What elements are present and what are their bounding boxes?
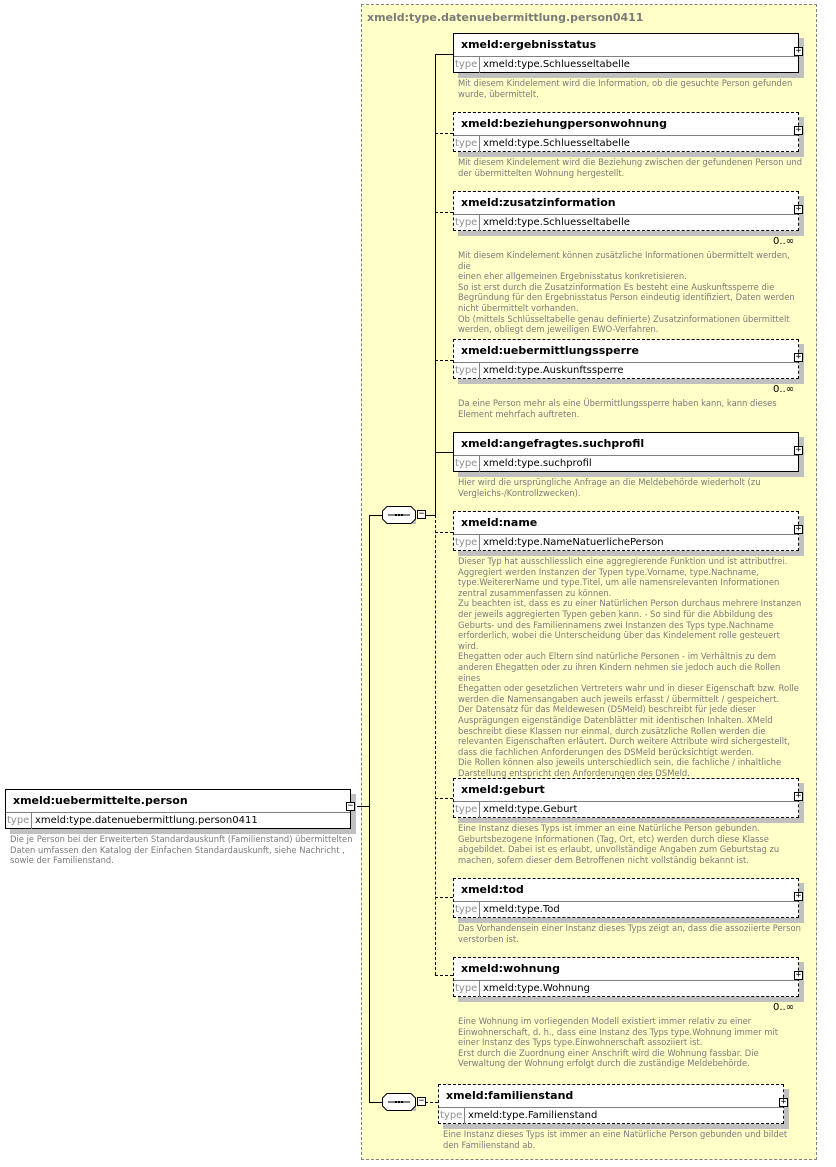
element-documentation: Mit diesem Kindelement wird die Beziehung zwischen der gefundenen Person und der übermittelten Wohnung hergestellt. <box>458 157 803 178</box>
element-documentation: Hier wird die ursprüngliche Anfrage an die Meldebehörde wiederholt (zu Vergleichs-/Kontrollzwecken). <box>458 477 761 498</box>
element-type: xmeld:type.Schluesseltabelle <box>483 138 630 149</box>
connector-line <box>369 1102 383 1103</box>
element-documentation: Da eine Person mehr als eine Übermittlungssperre haben kann, kann dieses Element mehrfach auftreten. <box>458 398 777 419</box>
expand-button[interactable]: + <box>795 125 802 135</box>
element-box-zusatzinformation[interactable] <box>453 191 799 231</box>
element-type: xmeld:type.Wohnung <box>483 983 590 994</box>
element-name: xmeld:beziehungpersonwohnung <box>454 113 798 136</box>
connector-line <box>435 515 436 975</box>
element-type: xmeld:type.Tod <box>483 904 560 915</box>
expand-button[interactable]: + <box>795 524 802 534</box>
type-label: type <box>454 981 480 997</box>
element-type: xmeld:type.Familienstand <box>468 1110 598 1121</box>
element-documentation: Die je Person bei der Erweiterten Standardauskunft (Familienstand) übermittelten Daten umfassen den Katalog der Einfachen Standardauskunft, siehe Nachricht , sowie der Familienstand. <box>10 834 353 866</box>
connector-line <box>435 798 453 799</box>
expand-button[interactable]: + <box>795 46 802 56</box>
group-title: xmeld:type.datenuebermittlung.person0411 <box>367 11 644 24</box>
root-element-box[interactable] <box>5 789 351 829</box>
type-label: type <box>454 363 480 379</box>
element-documentation: Mit diesem Kindelement können zusätzliche Informationen übermittelt werden, die einen eher allgemeinen Ergebnisstatus konkretisieren. So ist erst durch die Zusatzinformation Es besteht eine Auskunftssperre die Begründung für den Ergebnisstatus Person eindeutig identifiziert, Daten werden nicht übermittelt vorhanden. Ob (mittels Schlüsseltabelle genau definierte) Zusatzinformationen übermittelt werden, obliegt dem jeweiligen EWO-Verfahren. <box>458 250 795 335</box>
type-label: type <box>454 215 480 231</box>
type-label: type <box>454 57 480 73</box>
element-documentation: Eine Instanz dieses Typs ist immer an eine Natürliche Person gebunden und bildet den Familienstand ab. <box>443 1129 788 1150</box>
connector-line <box>435 212 453 213</box>
collapse-sequence-button[interactable]: − <box>418 1096 425 1106</box>
element-type: xmeld:type.Geburt <box>483 804 578 815</box>
element-type: xmeld:type.suchprofil <box>483 458 592 469</box>
element-box-uebermittlungssperre[interactable] <box>453 339 799 379</box>
element-box-wohnung[interactable] <box>453 957 799 997</box>
element-box-ergebnisstatus[interactable] <box>453 33 799 73</box>
connector-line <box>425 1102 438 1103</box>
sequence-compositor-icon <box>382 1093 416 1111</box>
element-box-name[interactable] <box>453 511 799 551</box>
type-label: type <box>454 802 480 818</box>
element-type: xmeld:type.datenuebermittlung.person0411 <box>35 815 258 826</box>
element-box-beziehungpersonwohnung[interactable] <box>453 112 799 152</box>
element-type: xmeld:type.NameNatuerlichePerson <box>483 537 664 548</box>
element-name: xmeld:name <box>454 512 798 535</box>
element-documentation: Dieser Typ hat ausschliesslich eine aggregierende Funktion und ist attributfrei. Aggregiert werden Instanzen der Typen type.Vorname, type.Nachname, type.WeitererName und type.Titel, um alle namensrelevanten Informationen zentral zusammenfassen zu können. Zu beachten ist, dass es zu einer Natürlichen Person durchaus mehrere Instanzen der jeweils aggregierten Typen geben kann. - So sind für die Abbildung des Geburts- und des Familiennamens zwei Instanzen des Typs type.Nachname erforderlich, wobei die Unterscheidung über das Kindelement rolle gesteuert wird. Ehegatten oder auch Eltern sind natürliche Personen - im Verhältnis zu dem anderen Ehegatten oder zu ihren Kindern nehmen sie jedoch auch die Rollen eines Ehegatten oder gesetzlichen Vertreters wahr und in dieser Eigenschaft bzw. Rolle werden die Namensangaben auch jeweils erfasst / übermittelt / gespeichert. Der Datensatz für das Meldewesen (DSMeld) beschreibt für jede dieser Ausprägungen eigenständige Datenblätter mit identischen Inhalten. XMeld beschreibt diese Klassen nur einmal, durch zusätzliche Rollen werden die relevanten Eigenschaften erläutert. Durch weitere Attribute wird sichergestellt, dass die fachlichen Anforderungen des DSMeld berücksichtigt werden. Die Rollen können also jeweils unterschiedlich sein, die fachliche / inhaltliche Darstellung entspricht den Anforderungen des DSMeld. <box>458 556 802 778</box>
type-label: type <box>454 456 480 472</box>
connector-line <box>435 133 453 134</box>
element-name: xmeld:angefragtes.suchprofil <box>454 433 798 456</box>
expand-button[interactable]: + <box>795 891 802 901</box>
connector-line <box>435 532 453 533</box>
element-box-angefragtes-suchprofil[interactable] <box>453 432 799 472</box>
connector-line <box>435 54 436 515</box>
collapse-sequence-button[interactable]: − <box>418 509 425 519</box>
element-name: xmeld:familienstand <box>439 1085 783 1108</box>
element-name: xmeld:uebermittelte.person <box>6 790 350 813</box>
type-label: type <box>454 535 480 551</box>
element-documentation: Mit diesem Kindelement wird die Information, ob die gesuchte Person gefunden wurde, übermittelt. <box>458 78 793 99</box>
cardinality-label: 0..∞ <box>773 236 795 247</box>
element-box-tod[interactable] <box>453 878 799 918</box>
expand-button[interactable]: + <box>780 1097 787 1107</box>
element-documentation: Eine Instanz dieses Typs ist immer an eine Natürliche Person gebunden. Geburtsbezogene Informationen (Tag, Ort, etc) werden durch diese Klasse abgebildet. Dabei ist es erlaubt, unvollständige Angaben zum Geburtstag zu machen, sofern dieser dem Betroffenen nicht vollständig bekannt ist. <box>458 823 780 865</box>
element-name: xmeld:geburt <box>454 779 798 802</box>
connector-line <box>369 515 370 1102</box>
expand-button[interactable]: + <box>795 970 802 980</box>
expand-button[interactable]: + <box>795 445 802 455</box>
connector-line <box>435 360 453 361</box>
element-type: xmeld:type.Auskunftssperre <box>483 365 624 376</box>
type-label: type <box>454 902 480 918</box>
type-label: type <box>439 1108 465 1124</box>
element-name: xmeld:uebermittlungssperre <box>454 340 798 363</box>
expand-button[interactable]: + <box>795 204 802 214</box>
element-type: xmeld:type.Schluesseltabelle <box>483 217 630 228</box>
sequence-compositor-icon <box>382 506 416 524</box>
element-box-geburt[interactable] <box>453 778 799 818</box>
element-type: xmeld:type.Schluesseltabelle <box>483 59 630 70</box>
cardinality-label: 0..∞ <box>773 1002 795 1013</box>
connector-line <box>435 897 453 898</box>
element-box-familienstand[interactable] <box>438 1084 784 1124</box>
connector-line <box>369 515 383 516</box>
type-label: type <box>454 136 480 152</box>
connector-line <box>435 975 453 976</box>
connector-line <box>425 515 435 516</box>
connector-line <box>435 452 453 453</box>
expand-button[interactable]: + <box>795 352 802 362</box>
expand-button[interactable]: + <box>795 791 802 801</box>
cardinality-label: 0..∞ <box>773 384 795 395</box>
collapse-root-button[interactable]: − <box>347 801 354 811</box>
element-name: xmeld:wohnung <box>454 958 798 981</box>
type-label: type <box>6 813 32 829</box>
element-name: xmeld:zusatzinformation <box>454 192 798 215</box>
element-name: xmeld:ergebnisstatus <box>454 34 798 57</box>
element-documentation: Das Vorhandensein einer Instanz dieses Typs zeigt an, dass die assoziierte Person verstorben ist. <box>458 923 801 944</box>
connector-line <box>435 54 453 55</box>
element-documentation: Eine Wohnung im vorliegenden Modell existiert immer relativ zu einer Einwohnerschaft, d. h., dass eine Instanz des Typs type.Wohnung immer mit einer Instanz des Typs type.Einwohnerschaft assoziiert ist. Erst durch die Zuordnung einer Anschrift wird die Wohnung fassbar. Die Verwaltung der Wohnung erfolgt durch die zuständige Meldebehörde. <box>458 1016 778 1069</box>
element-name: xmeld:tod <box>454 879 798 902</box>
